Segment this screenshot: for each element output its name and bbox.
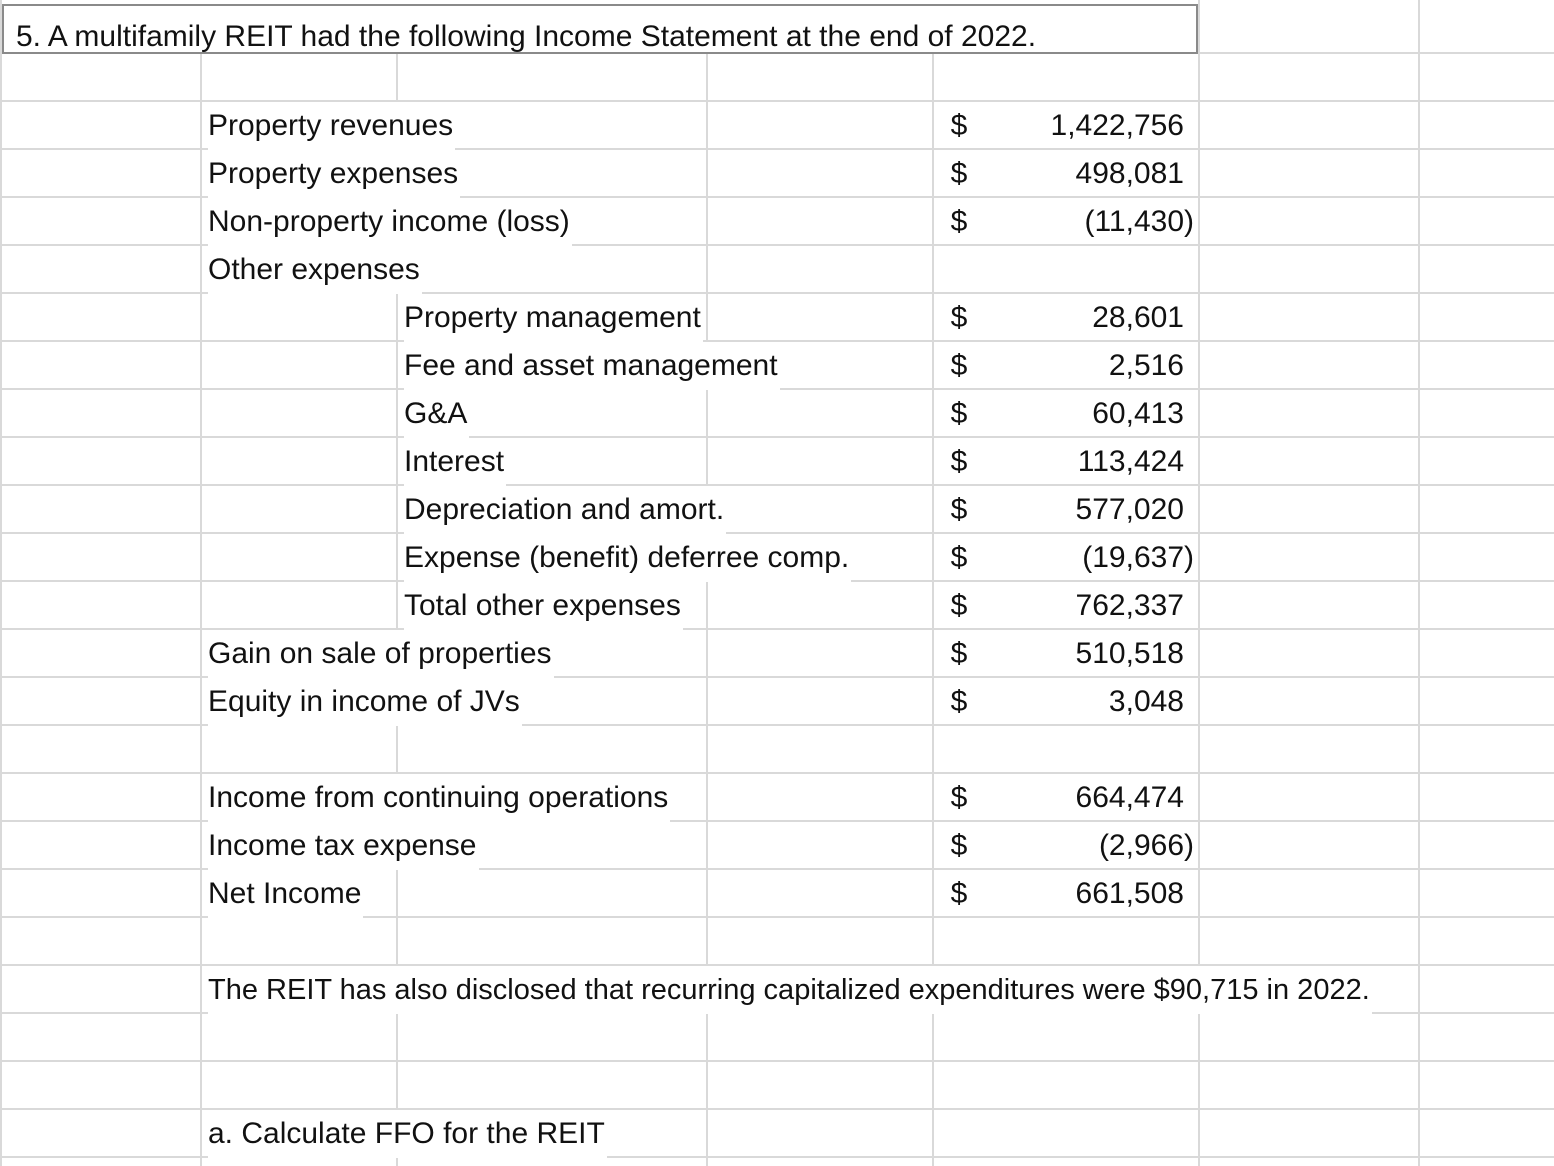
value-depreciation: 577,020 bbox=[1075, 493, 1184, 526]
label-net-income: Net Income bbox=[208, 870, 363, 918]
label-g-and-a: G&A bbox=[404, 390, 469, 438]
label-equity-in-jvs: Equity in income of JVs bbox=[208, 678, 522, 726]
currency-symbol: $ bbox=[950, 685, 968, 718]
label-depreciation: Depreciation and amort. bbox=[404, 486, 726, 534]
currency-symbol: $ bbox=[950, 205, 968, 238]
gridline bbox=[0, 484, 1554, 486]
currency-symbol: $ bbox=[950, 445, 968, 478]
currency-symbol: $ bbox=[950, 109, 968, 142]
currency-symbol: $ bbox=[950, 397, 968, 430]
value-non-property-income: (11,430) bbox=[1084, 205, 1194, 238]
currency-symbol: $ bbox=[950, 877, 968, 910]
value-total-other-expenses: 762,337 bbox=[1075, 589, 1184, 622]
value-gain-on-sale: 510,518 bbox=[1075, 637, 1184, 670]
value-income-tax-expense: (2,966) bbox=[1098, 829, 1194, 862]
value-property-revenues: 1,422,756 bbox=[1050, 109, 1184, 142]
label-income-tax-expense: Income tax expense bbox=[208, 822, 479, 870]
value-net-income: 661,508 bbox=[1075, 877, 1184, 910]
currency-symbol: $ bbox=[950, 829, 968, 862]
label-gain-on-sale: Gain on sale of properties bbox=[208, 630, 554, 678]
value-property-management: 28,601 bbox=[1092, 301, 1184, 334]
label-property-expenses: Property expenses bbox=[208, 150, 460, 198]
currency-symbol: $ bbox=[950, 541, 968, 574]
value-income-continuing-ops: 664,474 bbox=[1075, 781, 1184, 814]
selected-title-cell[interactable] bbox=[2, 4, 1198, 54]
question-title: 5. A multifamily REIT had the following Income Statement at the end of 2022. bbox=[16, 20, 1037, 53]
gridline bbox=[0, 1060, 1554, 1062]
disclosure-note: The REIT has also disclosed that recurring capitalized expenditures were $90,715 in 2022. bbox=[208, 966, 1372, 1014]
label-non-property-income: Non-property income (loss) bbox=[208, 198, 572, 246]
gridline bbox=[0, 436, 1554, 438]
currency-symbol: $ bbox=[950, 493, 968, 526]
currency-symbol: $ bbox=[950, 637, 968, 670]
gridline bbox=[0, 0, 2, 1166]
value-deferred-comp: (19,637) bbox=[1082, 541, 1194, 574]
currency-symbol: $ bbox=[950, 349, 968, 382]
currency-symbol: $ bbox=[950, 589, 968, 622]
label-deferred-comp: Expense (benefit) deferree comp. bbox=[404, 534, 851, 582]
value-equity-in-jvs: 3,048 bbox=[1108, 685, 1184, 718]
label-income-continuing-ops: Income from continuing operations bbox=[208, 774, 670, 822]
label-property-management: Property management bbox=[404, 294, 703, 342]
label-fee-asset-management: Fee and asset management bbox=[404, 342, 780, 390]
gridline bbox=[200, 52, 202, 1166]
value-interest: 113,424 bbox=[1077, 445, 1184, 478]
label-interest: Interest bbox=[404, 438, 506, 486]
label-total-other-expenses: Total other expenses bbox=[404, 582, 683, 630]
currency-symbol: $ bbox=[950, 301, 968, 334]
value-fee-asset-management: 2,516 bbox=[1108, 349, 1184, 382]
value-g-and-a: 60,413 bbox=[1092, 397, 1184, 430]
currency-symbol: $ bbox=[950, 157, 968, 190]
label-property-revenues: Property revenues bbox=[208, 102, 455, 150]
question-a: a. Calculate FFO for the REIT bbox=[208, 1110, 607, 1158]
gridline bbox=[1418, 0, 1420, 1166]
currency-symbol: $ bbox=[950, 781, 968, 814]
label-other-expenses: Other expenses bbox=[208, 246, 422, 294]
value-property-expenses: 498,081 bbox=[1075, 157, 1184, 190]
